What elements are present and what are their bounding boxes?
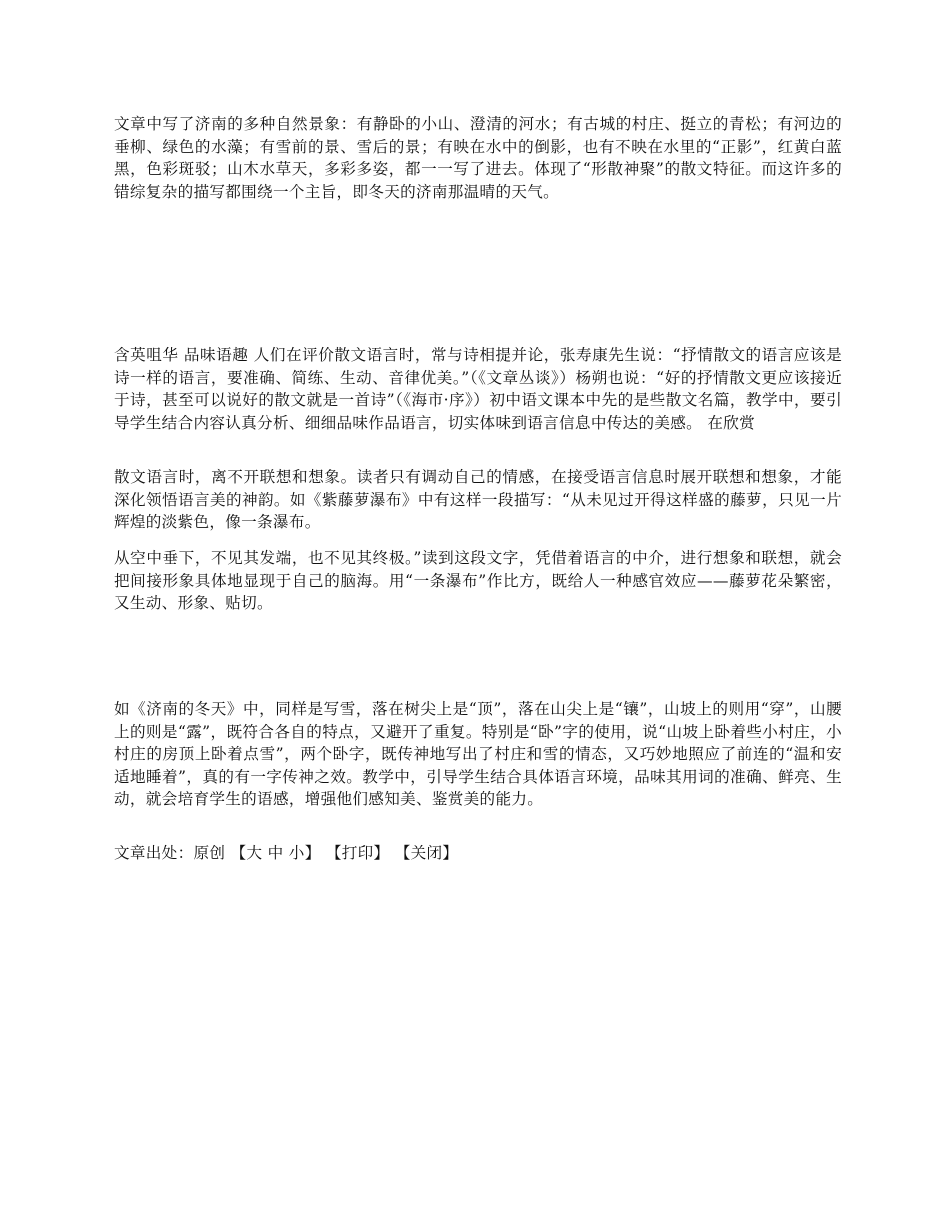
article-paragraph-4: 从空中垂下，不见其发端，也不见其终极。”读到这段文字，凭借着语言的中介，进行想象和联想，就会把间接形象具体地显现于自己的脑海。用“一条瀑布”作比方，既给人一种感官效应——藤萝花朵繁密，又生动、形象、贴切。 [114,549,842,613]
close-link[interactable]: 【关闭】 [394,844,459,862]
article-paragraph-3: 散文语言时，离不开联想和想象。读者只有调动自己的情感，在接受语言信息时展开联想和想象，才能深化领悟语言美的神韵。如《紫藤萝瀑布》中有这样一段描写：“从未见过开得这样盛的藤萝，只见一片辉煌的淡紫色，像一条瀑布。 [114,468,842,532]
size-bracket-close: 】 [304,844,321,862]
article-paragraph-1: 文章中写了济南的多种自然景象：有静卧的小山、澄清的河水；有古城的村庄、挺立的青松；有河边的垂柳、绿色的水藻；有雪前的景、雪后的景；有映在水中的倒影，也有不映在水里的“正影”，红黄白蓝黑，色彩斑驳；山木水草天，多彩多姿，都一一写了进去。体现了“形散神聚”的散文特征。而这许多的错综复杂的描写都围绕一个主旨，即冬天的济南那温晴的天气。 [114,115,842,201]
source-label: 文章出处：原创 [114,844,226,862]
print-link[interactable]: 【打印】 [325,844,390,862]
article-paragraph-5: 如《济南的冬天》中，同样是写雪，落在树尖上是“顶”，落在山尖上是“镶”，山坡上的则用“穿”，山腰上的则是“露”，既符合各自的特点，又避开了重复。特别是“卧”字的使用，说“山坡上卧着些小村庄，小村庄的房顶上卧着点雪”，两个卧字，既传神地写出了村庄和雪的情态，又巧妙地照应了前连的“温和安适地睡着”，真的有一字传神之效。教学中，引导学生结合具体语言环境，品味其用词的准确、鲜亮、生动，就会培育学生的语感，增强他们感知美、鉴赏美的能力。 [114,700,842,809]
article-footer [114,842,458,865]
font-size-large-link[interactable]: 大 [246,844,263,862]
article-paragraph-2: 含英咀华 品味语趣 人们在评价散文语言时，常与诗相提并论，张寿康先生说：“抒情散文的语言应该是诗一样的语言，要准确、简练、生动、音律优美。”（《文章丛谈》）杨朔也说：“好的抒情散文更应该接近于诗，甚至可以说好的散文就是一首诗”（《海市·序》）初中语文课本中先的是些散文名篇，教学中，要引导学生结合内容认真分析、细细品味作品语言，切实体味到语言信息中传达的美感。 在欣赏 [114,346,842,432]
font-size-medium-link[interactable]: 中 [267,844,284,862]
font-size-small-link[interactable]: 小 [288,844,305,862]
font-size-controls [231,844,321,862]
size-bracket-open: 【 [230,844,247,862]
